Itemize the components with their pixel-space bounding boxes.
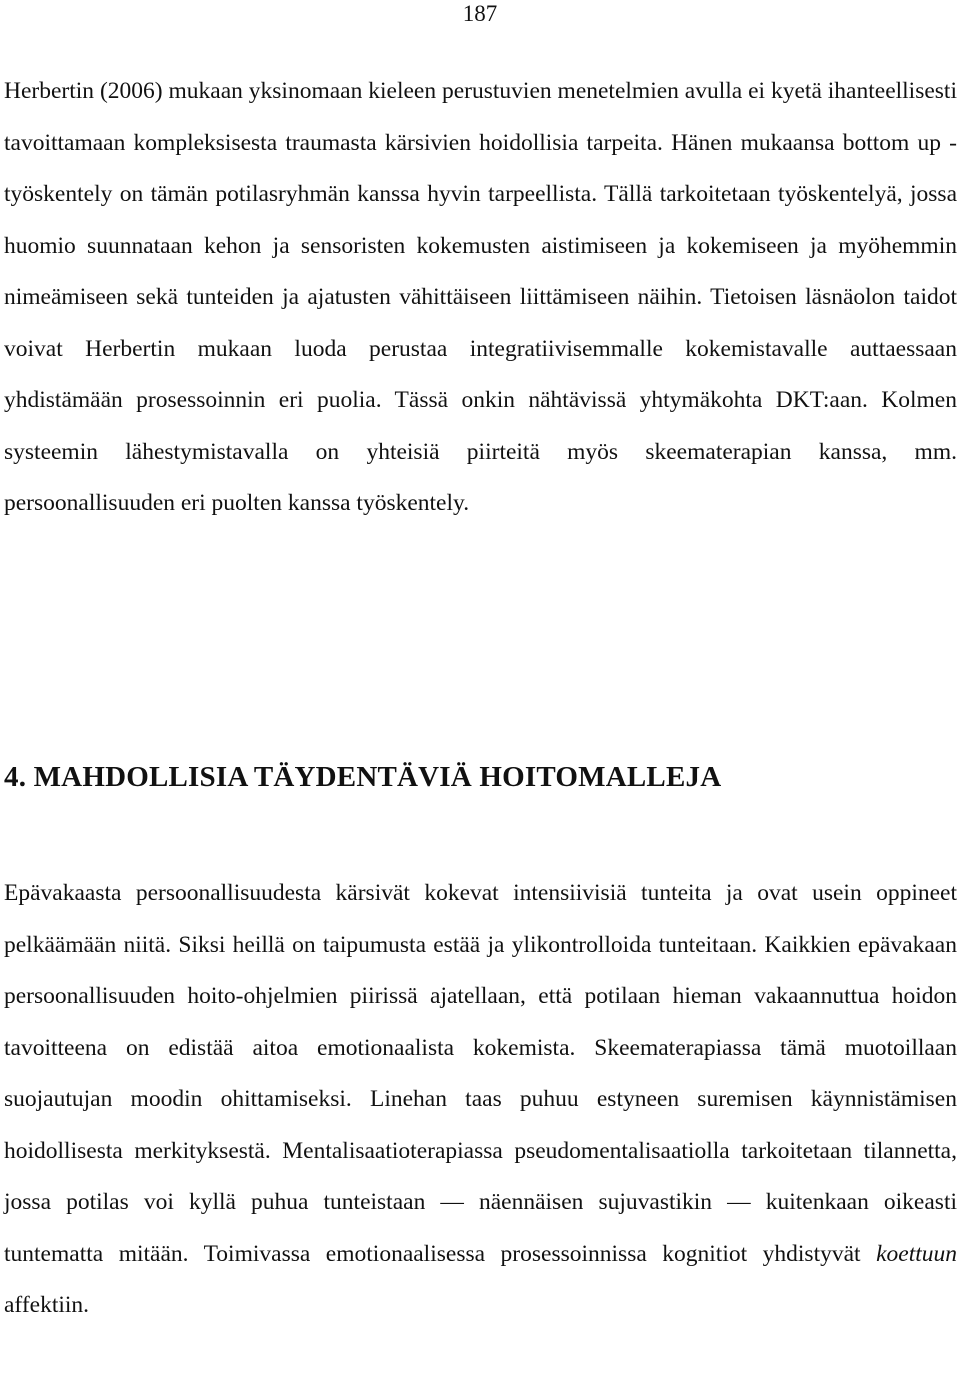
section-heading: 4. MAHDOLLISIA TÄYDENTÄVIÄ HOITOMALLEJA [4, 761, 722, 793]
body-paragraph [4, 868, 957, 1332]
body-paragraph: Herbertin (2006) mukaan yksinomaan kieleen perustuvien menetelmien avulla ei kyetä ihanteellisesti tavoittamaan kompleksisesta traumasta kärsivien hoidollisia tarpeita. Hänen mukaansa bottom up -työskentely on tämän potilasryhmän kanssa hyvin tarpeellista. Tällä tarkoitetaan työskentelyä, jossa huomio suunnataan kehon ja sensoristen kokemusten aistimiseen ja kokemiseen ja myöhemmin nimeämiseen sekä tunteiden ja ajatusten vähittäiseen liittämiseen näihin. Tietoisen läsnäolon taidot voivat Herbertin mukaan luoda perustaa integratiivisemmalle kokemistavalle auttaessaan yhdistämään prosessoinnin eri puolia. Tässä onkin nähtävissä yhtymäkohta DKT:aan. Kolmen systeemin lähestymistavalla on yhteisiä piirteitä myös skeematerapian kanssa, mm. persoonallisuuden eri puolten kanssa työskentely. [4, 78, 957, 516]
italic-emphasis: koettuun [876, 1240, 957, 1267]
paragraph-text-end: affektiin. [4, 1292, 90, 1318]
paragraph-text: Epävakaasta persoonallisuudesta kärsivät kokevat intensiivisiä tunteita ja ovat usein oppineet pelkäämään niitä. Siksi heillä on taipumusta estää ja ylikontrolloida tunteitaan. Kaikkien epävakaan persoonallisuuden hoito-ohjelmien piirissä ajatellaan, että potilaan hieman vakaannuttua hoidon tavoitteena on edistää aitoa emotionaalista kokemista. Skeematerapiassa tämä muotoillaan suojautujan moodin ohittamiseksi. Linehan taas puhuu estyneen suremisen käynnistämisen hoidollisesta merkityksestä. Mentalisaatioterapiassa pseudomentalisaatiolla tarkoitetaan tilannetta, jossa potilas voi kyllä puhua tunteistaan — näennäisen sujuvastikin — kuitenkaan oikeasti tuntematta mitään. Toimivassa emotionaalisessa prosessoinnissa kognitiot yhdistyvät [4, 880, 957, 1267]
page-number: 187 [462, 1, 498, 26]
